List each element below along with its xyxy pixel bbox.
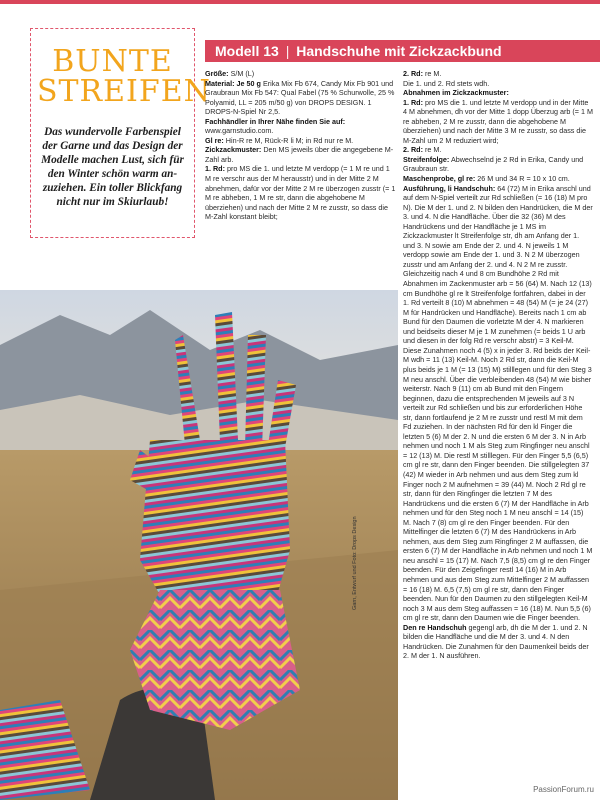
repeat-line: Die 1. und 2. Rd stets wdh. <box>403 78 490 88</box>
decrease-round2: 2. Rd: re M. <box>403 145 442 155</box>
top-accent-bar <box>0 0 600 4</box>
material-line: Material: Je 50 g Erika Mix Fb 674, Candy Mix Fb 901 und Graubraun Mix Fb 547: Qual Fabel (75 % Schurwolle, 25 % Polyamid, LL = 205 m/50 g) von DROPS DESIGN. 1 DROPS-N-Spiel Nr 2,5. <box>205 78 395 117</box>
header-separator: | <box>285 43 290 59</box>
gauge-line: Maschenprobe, gl re: 26 M und 34 R = 10 x 10 cm. <box>403 174 570 184</box>
instructions-column-1 <box>205 69 397 222</box>
intro-text: Das wundervolle Farbenspiel der Garne und das Design der Modelle machen Lust, sich für den Winter schön warm an- zuziehen. Ein toller Blickfang nicht nur im Skiurlaub! <box>41 126 184 208</box>
photo-credit: Garn, Entwurf und Foto: Drops Design <box>352 516 358 610</box>
decrease-round1: 1. Rd: pro MS die 1. und letzte M verdopp und in der Mitte 4 M abnehmen, dh vor der Mitte 1 dopp Überzug arb (= 1 M re abheben, 2 M re zusstr, dann die abgehobene M überziehen) und nach der Mitte 3 M re zusstr, so dass die M-Zahl um 2 M reduziert wird; <box>403 97 593 145</box>
section-title-line-1: BUNTE <box>52 44 173 79</box>
site-watermark: PassionForum.ru <box>533 785 594 794</box>
pattern-title: Handschuhe mit Zickzackbund <box>296 43 502 59</box>
zigzag-line: Zickzackmuster: Den MS jeweils über die angegebene M-Zahl arb. <box>205 145 394 164</box>
section-title-box <box>30 28 211 238</box>
instructions-column-2 <box>403 69 593 661</box>
stripes-line: Streifenfolge: Abwechselnd je 2 Rd in Erika, Candy und Graubraun str. <box>403 154 584 174</box>
dealers-line: Fachhändler in Ihrer Nähe finden Sie auf: <box>205 116 346 126</box>
decrease-heading: Abnahmen im Zickzackmuster: <box>403 88 509 98</box>
model-number: Modell 13 <box>215 43 279 59</box>
execution-line: Ausführung, li Handschuh: 64 (72) M in Erika anschl und auf dem N-Spiel verteilt zur Rd schließen (= 16 (18) M pro N). Die M der 1. und 2. N bilden den Handrücken, die M der 3. und 4. N die Handfläche. Über die 32 (36) M des Handrückens und der Handfläche je 1 MS im Zickzackmuster lt Streifenfolge str, dh am Anfang der 1. und 3. N sowie am Ende der 2. und 4. N jeweils 1 M verdopp sowie am Ende der 1. und 3. N 2 M überzogen zusstr und am Anfang der 2. und 4. N 2 M re zusstr. Gleichzeitig nach 4 und 8 cm Bundhöhe 2 Rd mit Abnahmen im Zackenmuster arb = 56 (64) M. Nach 12 (13) cm Bundhöhe gl re lt Streifenfolge fortfahren, dabei in der 1. Rd verteilt 8 (10) M abnehmen = 48 (54) M (= je 24 (27) M für Handrücken und Handfläche). Bereits nach 1 cm ab Bund für den Daumen die vorletzte M der 4. N markieren und beidseits dieser M je 1 M zunehmen (= beids 1 U arb und diesen in der folg Rd re verschr abstr) = 3 Keil-M. Diese Zunahmen noch 4 (5) x in jeder 3. Rd beids der Keil-M wdh = 11 (13) Keil-M. Noch 2 Rd str, dann die Keil-M plus beids je 1 M (= 13 (15) M) stilllegen und für den Steg 3 M neu anschl. Über die verbleibenden 48 (54) M wie bisher weiterstr. Nach 9 (11) cm ab Bund mit den Fingern beginnen, dazu die entsprechenden M jeweils auf 3 N verteilt zur Rd schließen und bis zur erforderlichen Höhe str, dann fortlaufend je 2 M re zusstr und restl M mit dem Fd zuziehen. In der nächsten Rd für den kl Finger die letzten 5 (6) M der 2. N und die ersten 6 M der 3. N in Arb nehmen und noch 1 M als Steg zum Ringfinger neu anschl = 12 (13) M. Die restl M stilllegen. Für den Finger 5,5 (6,5) cm gl re str, dann den Finger beenden. Die stillgelegten 37 (42) M wieder in Arb nehmen und aus dem Steg zum kl Finger noch 2 M aufnehmen = 39 (44) M. Noch 2 Rd gl re str, dann für den Ringfinger die letzten 7 M des Handrückens und die ersten 6 (7) M der Handfläche in Arb nehmen und für den Steg noch 1 M neu anschl = 14 (15) M. Nach 7 (8) cm gl re den Finger beenden. Für den Mittelfinger die letzten 6 (7) M des Handrückens in Arb nehmen, aus dem Steg zum Ringfinger 2 M auffassen, die ersten 6 (7) M der Handfläche in Arb nehmen und noch 1 M neu anschl = 15 (17) M. Nach 7,5 (8,5) cm gl re den Finger beenden. Für den Zeigefinger restl 14 (16) M in Arb nehmen und aus dem Steg zum Mittelfinger 2 M auffassen = 16 (18) M. 6,5 (7,5) cm gl re str, dann den Finger beenden. Nun für den Daumen zu den stillgelegten Keil-M noch 3 M aus dem Steg auffassen = 16 (18) M. Nun 5,5 (6) cm gl re str, dann den Daumen wie die Finger beenden. <box>403 183 593 623</box>
right-glove-line: Den re Handschuh gegengl arb, dh die M der 1. und 2. N bilden die Handfläche und die M der 3. und 4. N den Handrücken. Die Zunahmen für den Daumenkeil beids der 2. M der 1. N ausführen. <box>403 622 589 661</box>
round1-line: 1. Rd: pro MS die 1. und letzte M verdopp (= 1 M re und 1 M re verschr aus der M herausstr) und in der Mitte 2 M abnehmen, dafür vor der Mitte 2 M re überzogen zusstr (= 1 M re abheben, 1 M re str, dann die abgehobene M überziehen) und nach der Mitte 2 M re zusstr, so dass die M-Zahl konstant bleibt; <box>205 164 396 222</box>
gl-re-line: Gl re: Hin-R re M, Rück-R li M; in Rd nur re M. <box>205 135 354 145</box>
glove-photo <box>0 290 398 800</box>
size-line: Größe: S/M (L) <box>205 69 255 78</box>
dealers-url[interactable]: www.garnstudio.com. <box>205 126 274 136</box>
glove-illustration <box>0 290 398 800</box>
pattern-header <box>205 40 600 62</box>
section-title-line-2: STREIFEN <box>37 74 211 109</box>
round2-line: 2. Rd: re M. <box>403 69 442 78</box>
